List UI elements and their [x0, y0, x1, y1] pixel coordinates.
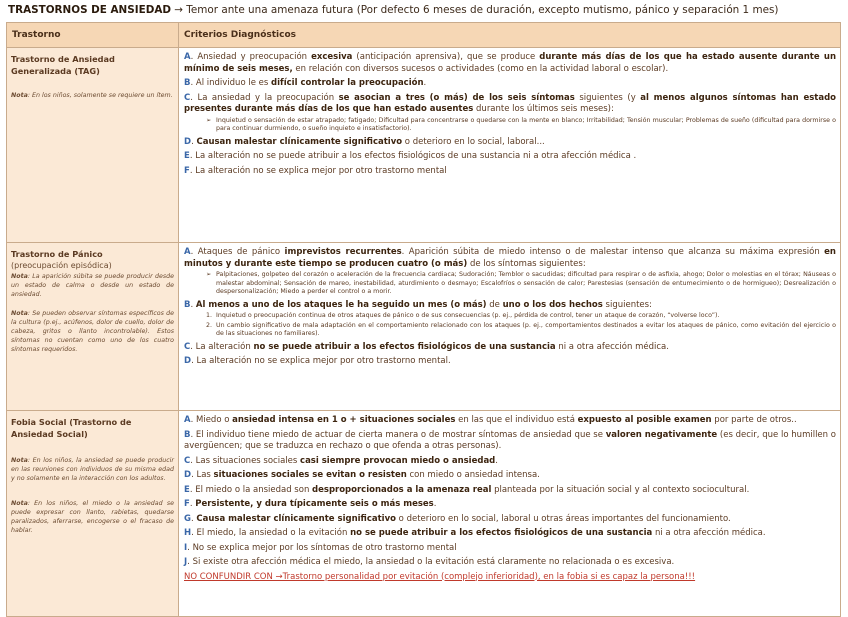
criterion-g: G. Causa malestar clínicamente significativo o deterioro en lo social, laboral u otras áreas importantes del funcionamiento.	[184, 513, 731, 524]
warning-note: NO CONFUNDIR CON →Trastorno personalidad por evitación (complejo inferioridad), en la fobia si es capaz la persona!!!	[184, 571, 696, 582]
criterion-a: A. Ansiedad y preocupación excesiva (anticipación aprensiva), que se produce durante más días de los que ha estado ausente durante un mínimo de seis meses, en relación con diversos sucesos o actividades (como en la actividad laboral o escolar).	[184, 52, 836, 74]
arrow-bullet-icon: ➢	[206, 116, 212, 124]
panico-cell	[7, 243, 179, 411]
criterion-h: H. El miedo, la ansiedad o la evitación no se puede atribuir a los efectos fisiológicos de una sustancia ni a otra afección médica.	[184, 528, 766, 538]
fobia-criteria	[179, 411, 841, 617]
table-row	[7, 243, 841, 411]
fobia-cell	[7, 411, 179, 617]
criterion-b: B. Al menos a uno de los ataques le ha seguido un mes (o más) de uno o los dos hechos siguientes:	[184, 299, 652, 310]
header-trastorno: Trastorno	[7, 23, 179, 48]
criterion-e: E. La alteración no se puede atribuir a los efectos fisiológicos de una sustancia ni a otra afección médica .	[184, 151, 637, 161]
page-title	[8, 3, 842, 17]
criterion-c: C. Las situaciones sociales casi siempre provocan miedo o ansiedad.	[184, 455, 498, 466]
criterion-c: C. La ansiedad y la preocupación se asocian a tres (o más) de los seis síntomas siguientes (y al menos algunos síntomas han estado presentes durante más días de los que han estado ausentes durante los últimos seis meses):	[184, 92, 836, 114]
panico-subtitle: (preocupación episódica)	[11, 261, 112, 270]
panico-note-1: Nota: La aparición súbita se puede producir desde un estado de calma o desde un estado de ansiedad.	[11, 273, 174, 298]
tag-cell	[7, 48, 179, 243]
criterion-b: B. El individuo tiene miedo de actuar de cierta manera o de mostrar síntomas de ansiedad que se valoren negativamente (es decir, que lo humillen o avergüencen; que se traduzca en rechazo o que ofenda a otras personas).	[184, 429, 836, 451]
criterion-b: B. Al individuo le es difícil controlar la preocupación.	[184, 78, 427, 88]
tag-note: Nota: En los niños, solamente se requiere un ítem.	[11, 92, 173, 99]
criterion-a: A. Miedo o ansiedad intensa en 1 o + situaciones sociales en las que el individuo está expuesto al posible examen por parte de otros..	[184, 415, 797, 425]
criterion-d: D. Causan malestar clínicamente significativo o deterioro en lo social, laboral...	[184, 136, 545, 147]
tag-criteria	[179, 48, 841, 243]
criterion-i: I. No se explica mejor por los síntomas de otro trastorno mental	[184, 542, 457, 553]
panico-criteria	[179, 243, 841, 411]
table-row	[7, 48, 841, 243]
panico-name: Trastorno de Pánico	[11, 249, 103, 259]
criteria-table	[6, 22, 841, 617]
criterion-a-symptoms: ➢ Palpitaciones, golpeteo del corazón o aceleración de la frecuencia cardiaca; Sudoración; Temblor o sacudidas; dificultad para respirar o de asfixia, ahogo; Dolor o molestias en el tórax; Náuseas o malestar abdominal; Sensación de mareo, inestabilidad, aturdimiento o desmayo; Escalofríos o sensación de calor; Parestesias (sensación de entumecimiento o de hormigueo); Desrealización o despersonalización; Miedo a perder el control o a morir.	[206, 271, 836, 295]
criterion-e: E. El miedo o la ansiedad son desproporcionados a la amenaza real planteada por la situación social y al contexto sociocultural.	[184, 484, 750, 495]
criterion-d: D. Las situaciones sociales se evitan o resisten con miedo o ansiedad intensa.	[184, 470, 540, 480]
header-criterios: Criterios Diagnósticos	[179, 23, 841, 48]
criterion-b-item-2: 2. Un cambio significativo de mala adaptación en el comportamiento relacionado con los ataques (p. ej., comportamientos destinados a evitar los ataques de pánico, como evitación del ejercicio o de las situaciones no familiares).	[206, 321, 836, 337]
criterion-a: A. Ataques de pánico imprevistos recurrentes. Aparición súbita de miedo intenso o de malestar intenso que alcanza su máxima expresión en minutos y durante este tiempo se producen cuatro (o más) de los síntomas siguientes:	[184, 247, 836, 269]
criterion-j: J. Si existe otra afección médica el miedo, la ansiedad o la evitación está claramente no relacionada o es excesiva.	[184, 557, 675, 567]
criterion-c: C. La alteración no se puede atribuir a los efectos fisiológicos de una sustancia ni a otra afección médica.	[184, 341, 669, 352]
fobia-note-2: Nota: En los niños, el miedo o la ansiedad se puede expresar con llanto, rabietas, quedarse paralizados, aferrarse, encogerse o el fracaso de hablar.	[11, 500, 174, 534]
page-title-rest: → Temor ante una amenaza futura (Por defecto 6 meses de duración, excepto mutismo, pánico y separación 1 mes)	[170, 4, 779, 16]
table-row	[7, 411, 841, 617]
criterion-f: F. Persistente, y dura típicamente seis o más meses.	[184, 499, 437, 509]
fobia-name: Fobia Social (Trastorno de Ansiedad Social)	[11, 417, 132, 439]
page-title-bold: TRASTORNOS DE ANSIEDAD	[8, 4, 171, 16]
panico-note-2: Nota: Se pueden observar síntomas específicos de la cultura (p.ej., acúfenos, dolor de cuello, dolor de cabeza, gritos o llanto incontrolable). Estos síntomas no cuentan como uno de los cuatro síntomas requeridos.	[11, 310, 174, 353]
criterion-b-item-1: 1. Inquietud o preocupación continua de otros ataques de pánico o de sus consecuencias (p. ej., pérdida de control, tener un ataque de corazón, “volverse loco”).	[206, 312, 720, 319]
criterion-f: F. La alteración no se explica mejor por otro trastorno mental	[184, 165, 447, 176]
fobia-note-1: Nota: En los niños, la ansiedad se puede producir en las reuniones con individuos de su misma edad y no solamente en la interacción con los adultos.	[11, 457, 174, 482]
criterion-d: D. La alteración no se explica mejor por otro trastorno mental.	[184, 356, 451, 366]
arrow-bullet-icon: ➢	[206, 271, 212, 278]
criterion-c-symptoms: ➢ Inquietud o sensación de estar atrapado; fatigado; Dificultad para concentrarse o quedarse con la mente en blanco; Irritabilidad; Tensión muscular; Problemas de sueño (dificultad para dormirse o para continuar durmiendo, o sueño inquieto e insatisfactorio).	[206, 116, 836, 132]
tag-name: Trastorno de Ansiedad Generalizada (TAG)	[11, 54, 115, 76]
